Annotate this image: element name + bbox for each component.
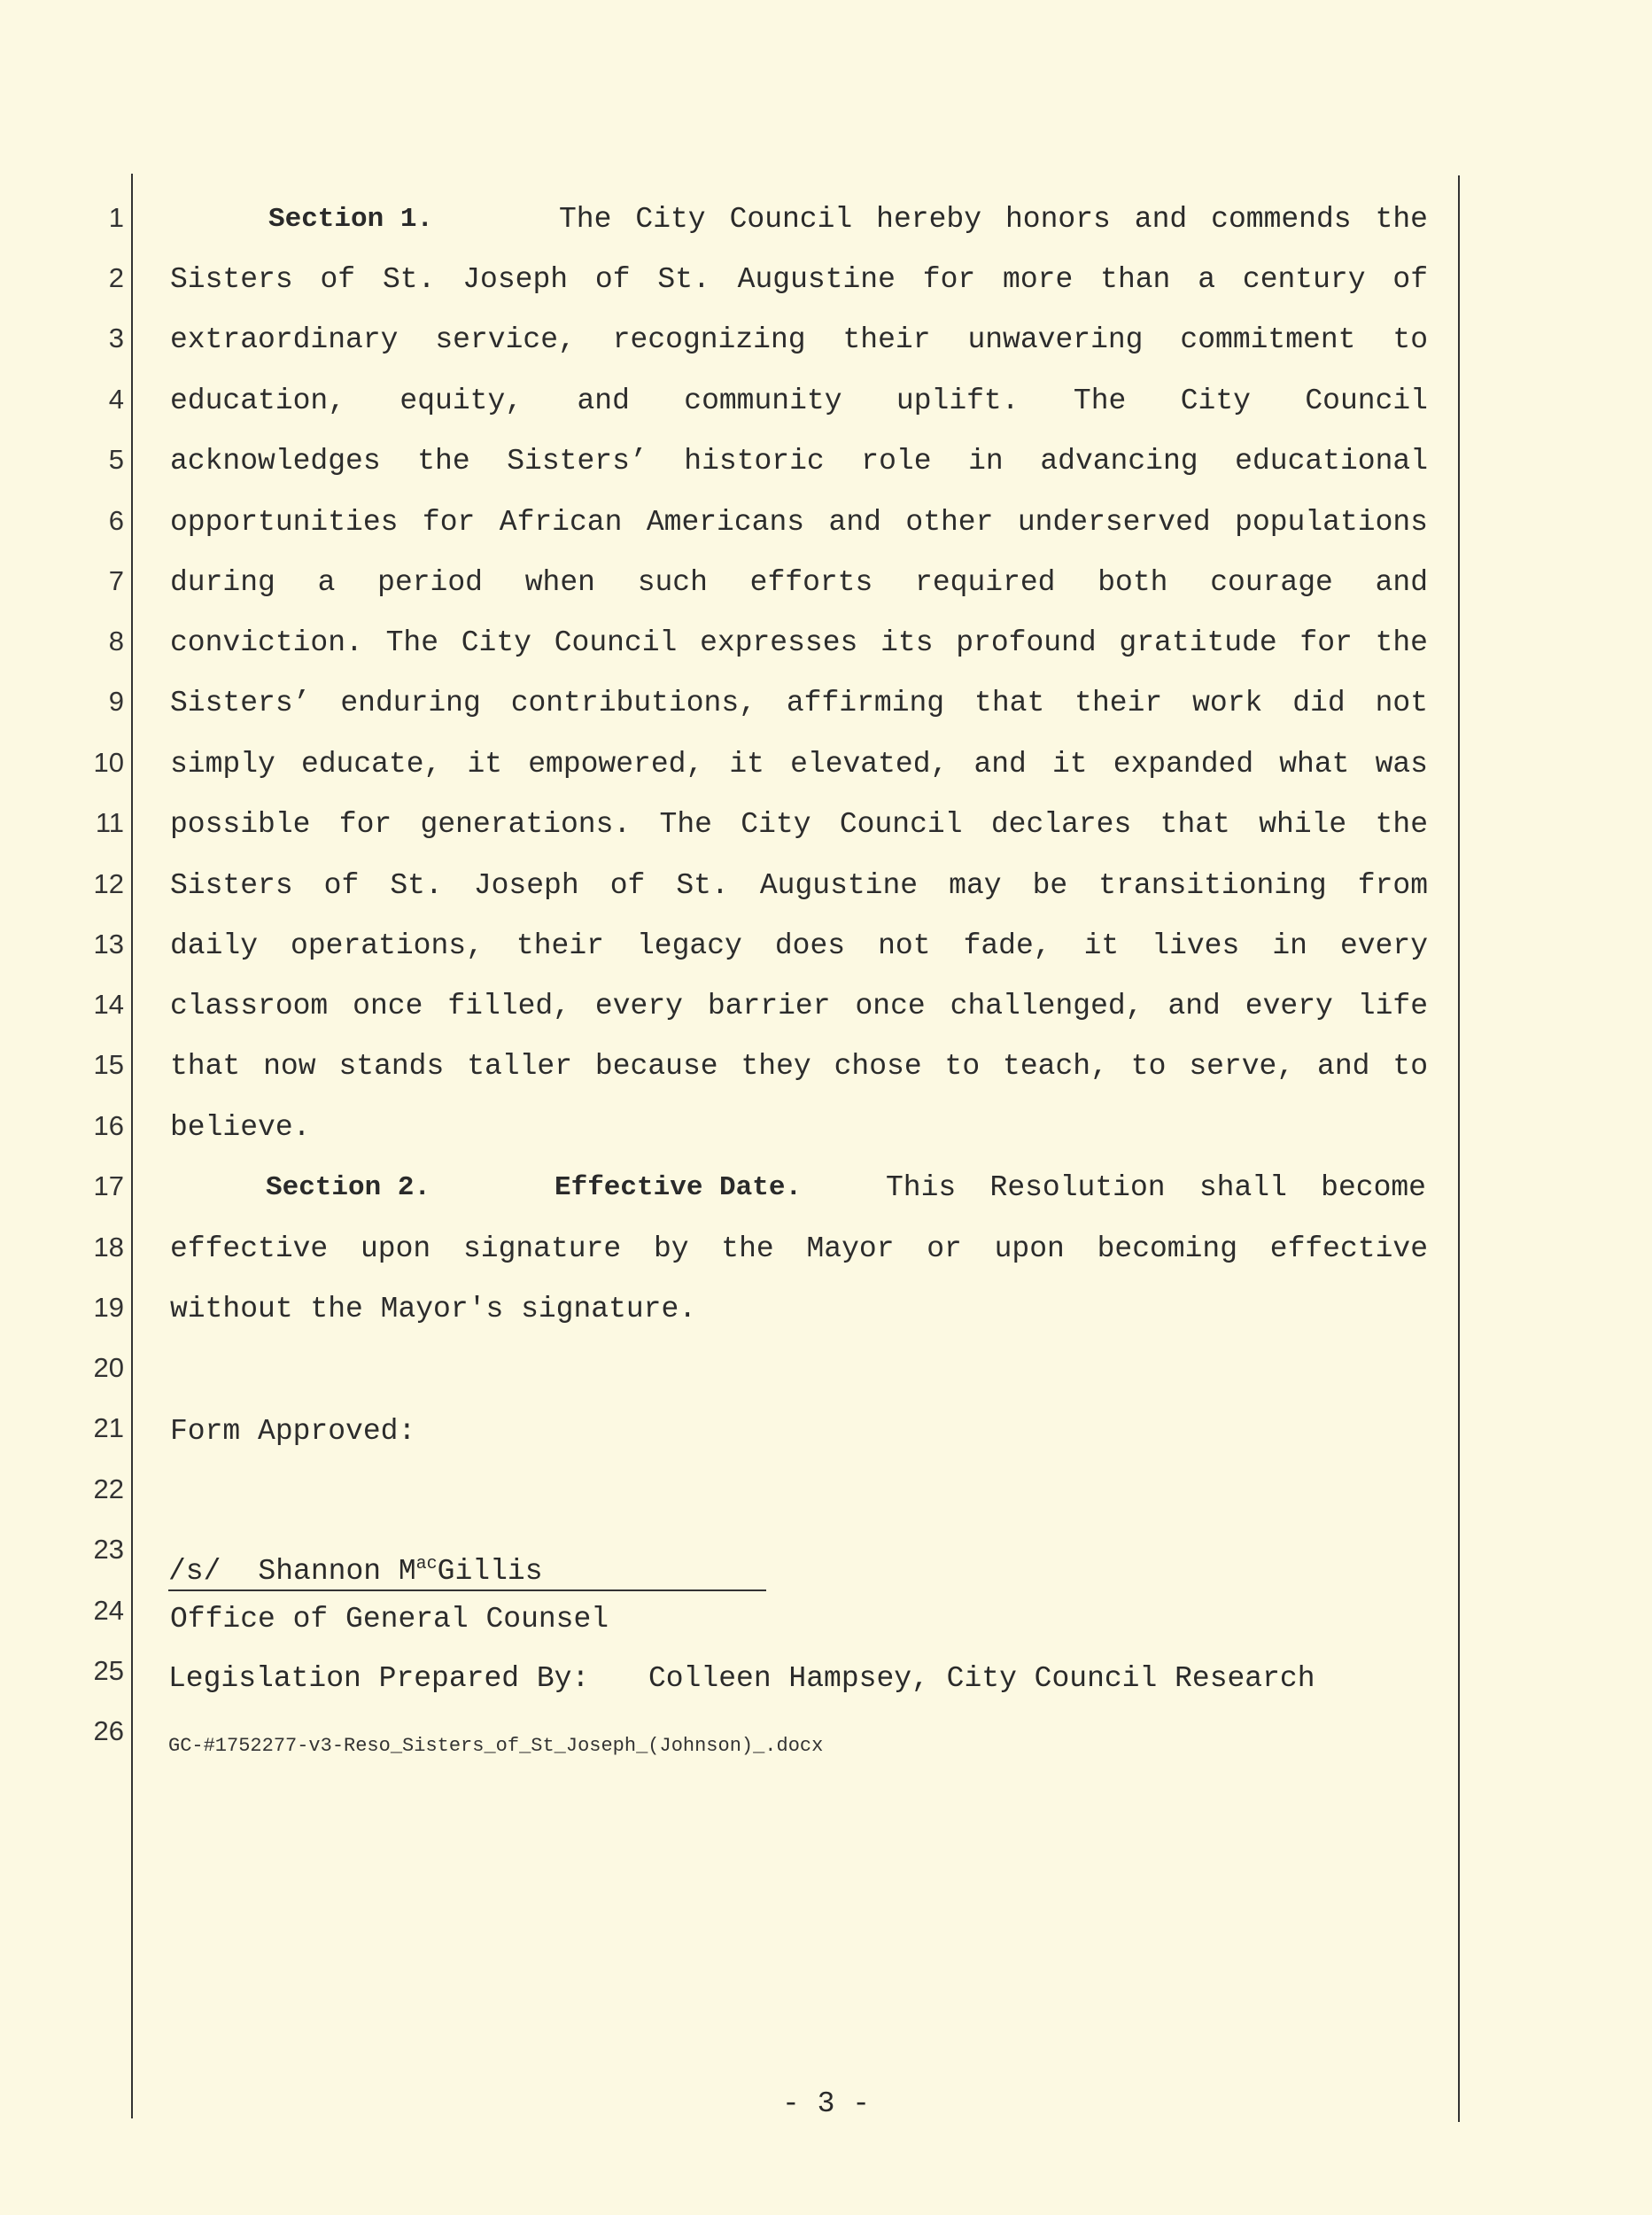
section-1-text-line: education, equity, and community uplift. The City Council xyxy=(170,385,1428,417)
section-1-text-line: acknowledges the Sisters’ historic role in advancing educational xyxy=(170,445,1428,478)
line-number: 8 xyxy=(108,626,124,657)
office-name: Office of General Counsel xyxy=(170,1603,609,1636)
line-number: 20 xyxy=(93,1352,124,1383)
section-1-text-line: believe. xyxy=(170,1111,311,1144)
line-number: 19 xyxy=(93,1292,124,1323)
line-number: 26 xyxy=(93,1715,124,1746)
section-1-text-line: Sisters of St. Joseph of St. Augustine for more than a century of xyxy=(170,263,1428,296)
line-number: 12 xyxy=(93,868,124,899)
section-2-text-line: This Resolution shall become xyxy=(886,1171,1426,1204)
section-2-label: Section 2. xyxy=(266,1172,431,1203)
signer-name-superscript: ac xyxy=(415,1554,438,1574)
line-number: 24 xyxy=(93,1595,124,1626)
line-number: 7 xyxy=(108,565,124,596)
section-1-text-line: extraordinary service, recognizing their unwavering commitment to xyxy=(170,323,1428,356)
line-number: 10 xyxy=(93,747,124,778)
document-id: GC-#1752277-v3-Reso_Sisters_of_St_Joseph_(Johnson)_.docx xyxy=(168,1735,824,1757)
line-number: 21 xyxy=(93,1412,124,1443)
signer-name-first: Shannon M xyxy=(258,1555,416,1588)
line-number: 22 xyxy=(93,1473,124,1504)
line-number: 16 xyxy=(93,1110,124,1141)
line-number: 1 xyxy=(108,202,124,233)
section-1-text-line: Sisters of St. Joseph of St. Augustine may be transitioning from xyxy=(170,869,1428,902)
line-number: 9 xyxy=(108,686,124,717)
line-number: 3 xyxy=(108,323,124,354)
line-number: 15 xyxy=(93,1049,124,1080)
signer-name-last: Gillis xyxy=(437,1555,543,1588)
section-1-text-line: daily operations, their legacy does not fade, it lives in every xyxy=(170,929,1428,962)
line-number: 5 xyxy=(108,444,124,475)
section-1-text-line: that now stands taller because they chose to teach, to serve, and to xyxy=(170,1050,1428,1083)
line-number: 13 xyxy=(93,929,124,960)
signature-prefix: /s/ xyxy=(168,1555,221,1588)
section-1-text-line: opportunities for African Americans and other underserved populations xyxy=(170,506,1428,539)
line-number: 4 xyxy=(108,384,124,415)
section-1-text-line: classroom once filled, every barrier once challenged, and every life xyxy=(170,990,1428,1022)
line-number: 11 xyxy=(95,807,124,838)
right-margin-rule xyxy=(1458,175,1460,2122)
page-number: - 3 - xyxy=(781,2087,871,2120)
line-number: 18 xyxy=(93,1232,124,1263)
section-1-text-line: possible for generations. The City Council declares that while the xyxy=(170,808,1428,841)
section-2-text-line: effective upon signature by the Mayor or upon becoming effective xyxy=(170,1232,1428,1265)
line-number: 23 xyxy=(93,1534,124,1565)
section-1-text-line: The City Council hereby honors and commends the xyxy=(559,203,1428,236)
section-1-text-line: conviction. The City Council expresses its profound gratitude for the xyxy=(170,626,1428,659)
section-1-text-line: simply educate, it empowered, it elevated, and it expanded what was xyxy=(170,748,1428,781)
section-2-title: Effective Date. xyxy=(555,1172,803,1203)
signature-line xyxy=(168,1547,766,1591)
prepared-by-name: Colleen Hampsey, City Council Research xyxy=(648,1662,1315,1695)
section-2-text-line: without the Mayor's signature. xyxy=(170,1293,697,1325)
line-number: 14 xyxy=(93,989,124,1020)
form-approved-label: Form Approved: xyxy=(170,1415,416,1448)
section-1-label: Section 1. xyxy=(268,204,434,235)
left-margin-rule xyxy=(131,174,133,2118)
line-number: 2 xyxy=(108,262,124,293)
line-number: 6 xyxy=(108,505,124,536)
section-1-text-line: during a period when such efforts required both courage and xyxy=(170,566,1428,599)
line-number: 17 xyxy=(93,1170,124,1201)
section-1-text-line: Sisters’ enduring contributions, affirming that their work did not xyxy=(170,687,1428,719)
prepared-by-label: Legislation Prepared By: xyxy=(168,1662,590,1695)
line-number: 25 xyxy=(93,1655,124,1686)
